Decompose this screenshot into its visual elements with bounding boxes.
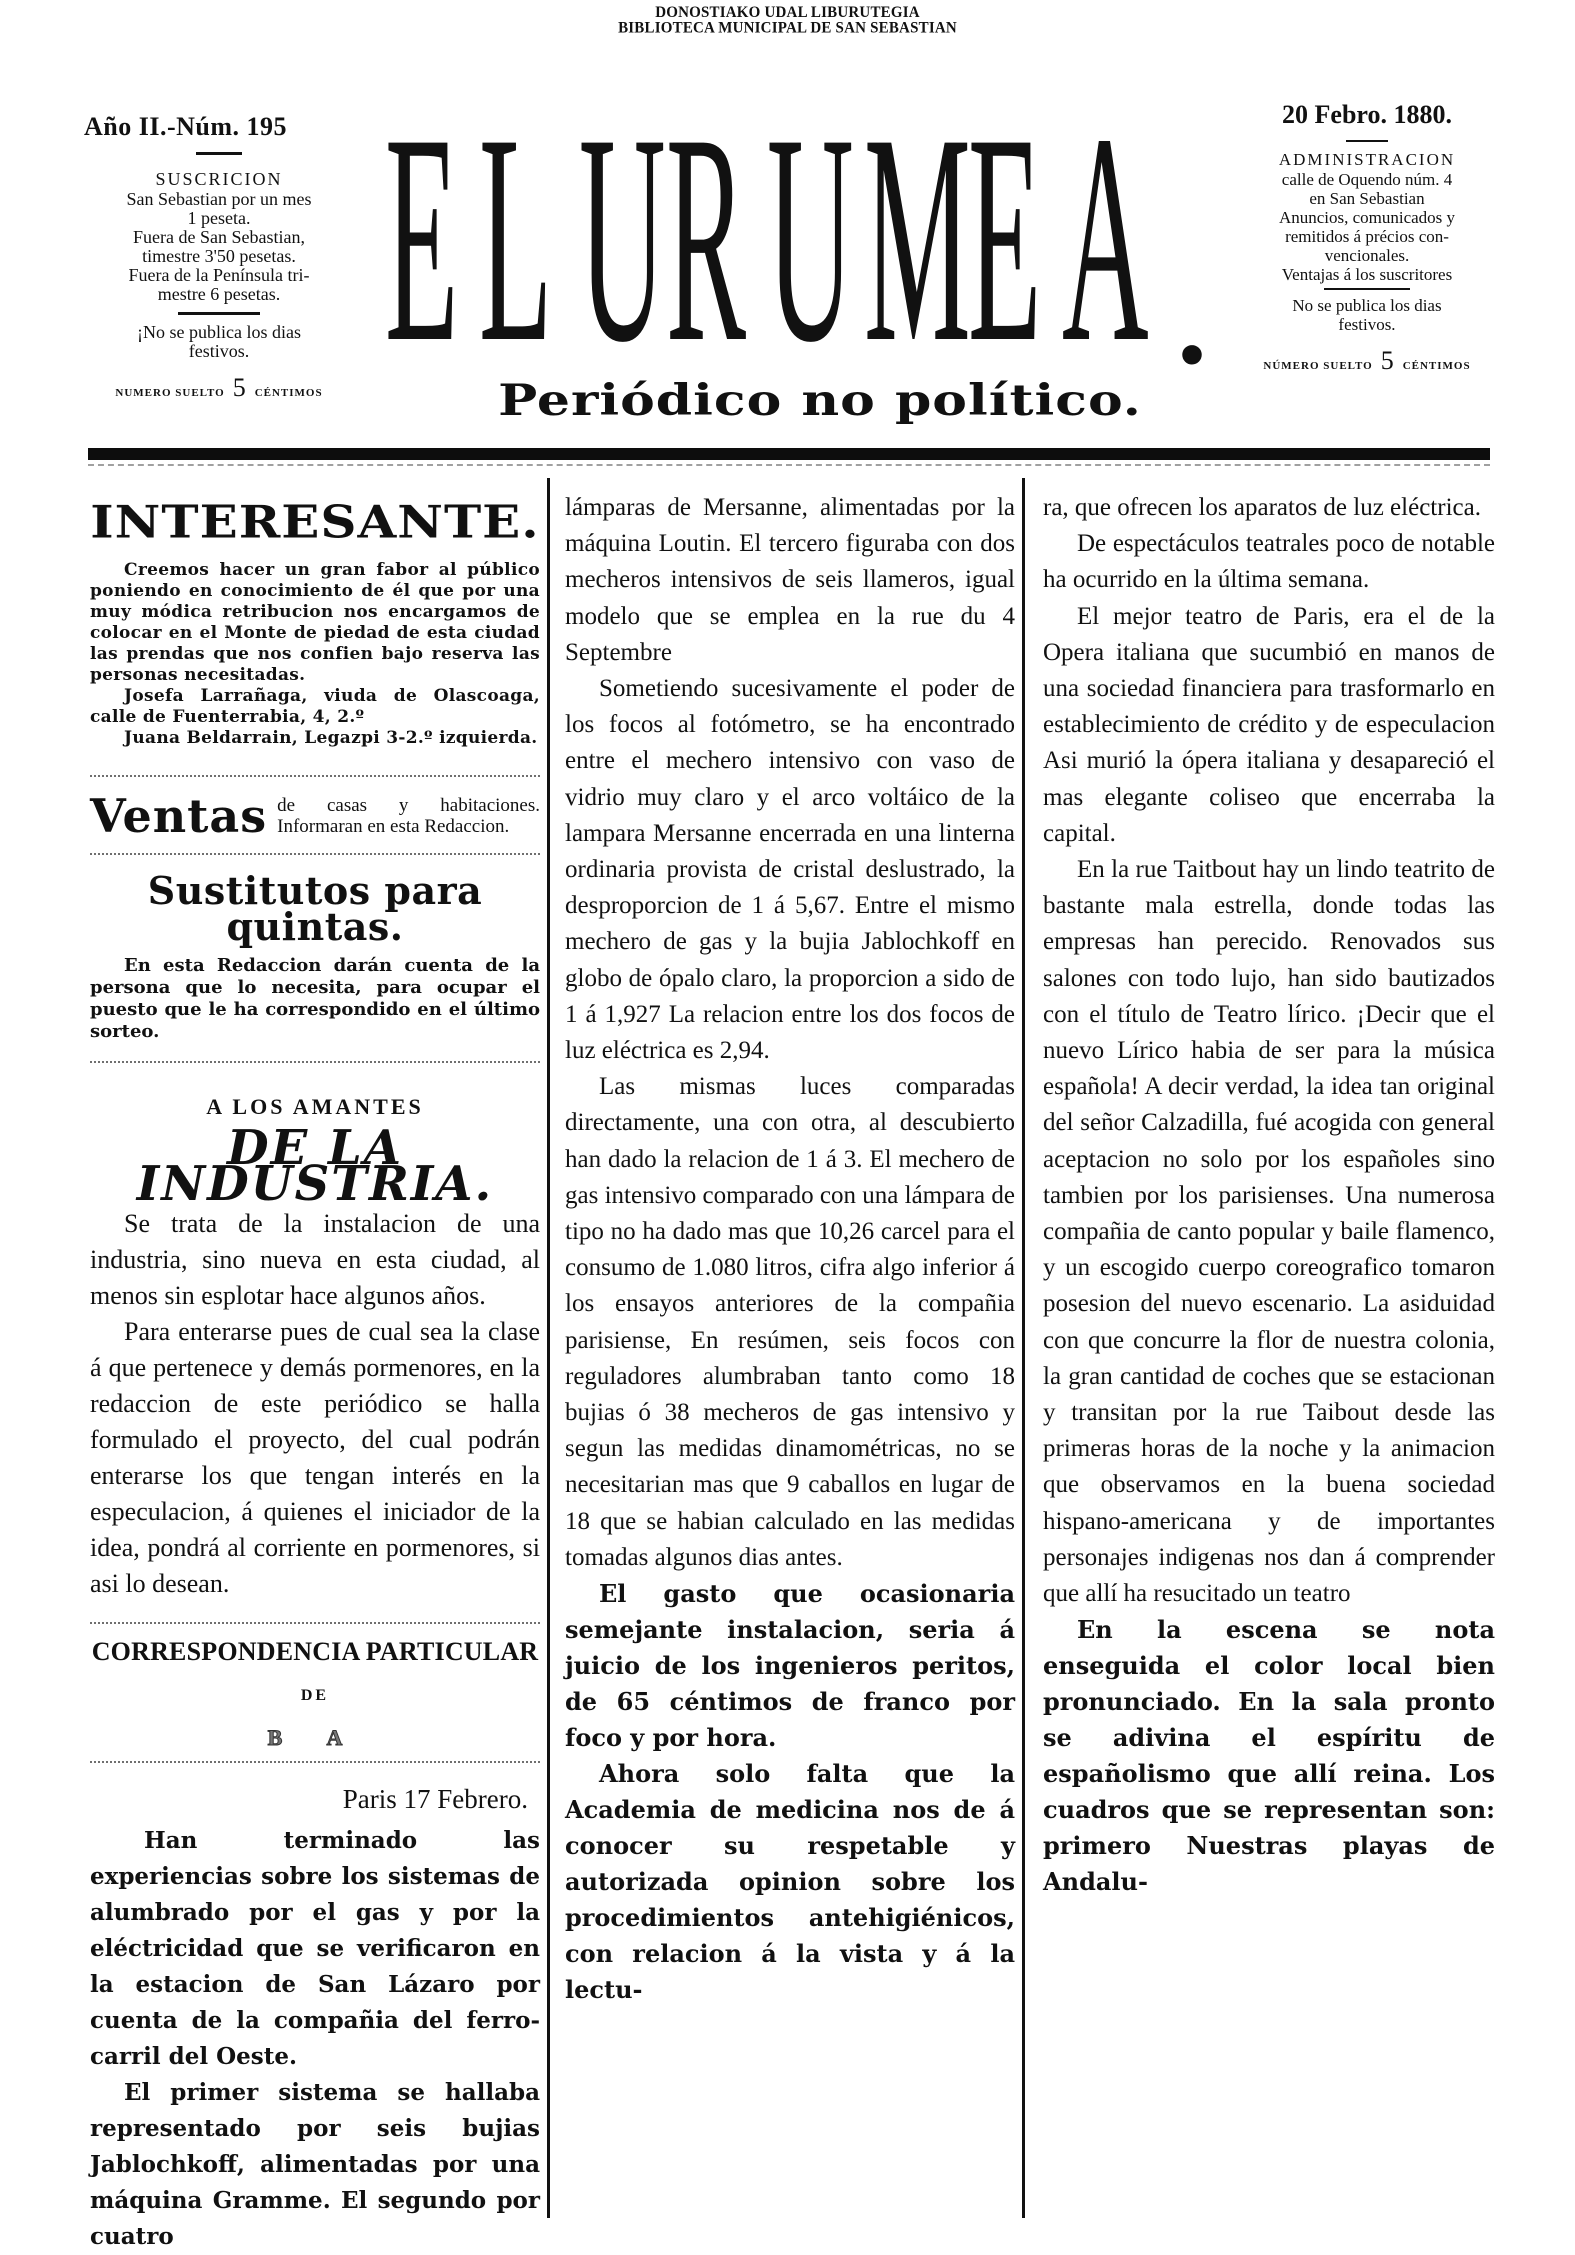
article-paragraph: ra, que ofrecen los aparatos de luz eléctrica. xyxy=(1043,494,1481,521)
ad-contact: Josefa Larrañaga, viuda de Olascoaga, calle de Fuenterrabia, 4, 2.º xyxy=(90,686,540,727)
issue-number: Año II.-Núm. 195 xyxy=(84,112,288,141)
admin-line: en San Sebastian xyxy=(1309,189,1425,208)
divider xyxy=(90,775,540,779)
column-divider xyxy=(1022,478,1025,2218)
article-section-title: CORRESPONDENCIA PARTICULAR xyxy=(91,1637,539,1667)
ad-paragraph: Se trata de la instalacion de una industria, sino nueva en esta ciudad, al menos sin esplotar hace algunos años. xyxy=(90,1209,540,1311)
article-paragraph: Ahora solo falta que la Academia de medicina nos de á conocer su respetable y autorizada opinion sobre los procedimientos antehigiénicos, con relacion á la vista y á la lectu- xyxy=(565,1759,1015,2005)
article-paragraph: En la escena se nota enseguida el color local bien pronunciado. En la sala pronto se adivina el espíritu de españolismo que allí reina. Los cuadros que se representan son: primero Nuestras playas de Andalu- xyxy=(1043,1615,1495,1897)
admin-line: vencionales. xyxy=(1324,246,1410,265)
subscription-line: Fuera de la Península tri- xyxy=(128,265,310,285)
admin-line: remitidos á précios con- xyxy=(1285,227,1449,246)
article-paragraph: En la rue Taitbout hay un lindo teatrito de bastante mala estrella, donde todas las empresas han perecido. Renovados sus salones con todo lujo, han sido bautizados con el título de Teatro lírico. ¡Decir que el nuevo Lírico habia de ser para la música española! A decir verdad, la idea tan original del señor Calzadilla, fué acogida con general aceptacion no solo por los españoles sino tambien por los parisienses. Una numerosa compañia de canto popular y baile flamenco, y un escogido cuerpo coreografico tomaron posesion del nuevo escenario. La asiduidad con que concurre la flor de nuestra colonia, la gran cantidad de coches que se estacionan y transitan por la rue Taibout desde las primeras horas de la noche y la animacion que observamos en la buena sociedad hispano-americana y de importantes personajes indigenas nos dan á comprender que allí ha resucitado un teatro xyxy=(1043,856,1495,1608)
article-paragraph: Sometiendo sucesivamente el poder de los focos al fotómetro, se ha encontrado entre el mechero intensivo con vaso de vidrio muy claro y el arco voltáico de la lampara Mersanne encerrada en una linterna ordinaria provista de cristal deslustrado, la desproporcion de 1 á 5,67. Entre el mismo mechero de gas y la bujia Jablochkoff en globo de ópalo claro, la proporcion a sido de 1 á 1,927 La relacion entre los dos focos de luz eléctrica es 2,94. xyxy=(565,675,1015,1065)
price-value: 5 xyxy=(232,373,247,402)
divider xyxy=(178,312,260,315)
masthead-rule xyxy=(88,448,1490,460)
masthead-letter: A xyxy=(1061,72,1149,404)
article-paragraph: Han terminado las experiencias sobre los sistemas de alumbrado por el gas y por la eléctricidad que se verificaron en la estacion de San Lázaro por cuenta de la compañia del ferro-carril del Oeste. xyxy=(90,1826,540,2070)
masthead-letter: E xyxy=(385,72,459,404)
masthead-letter: E xyxy=(968,72,1042,404)
holiday-notice: festivos. xyxy=(1338,315,1396,334)
divider xyxy=(196,152,242,155)
masthead-letter: U xyxy=(579,72,667,404)
article-paragraph: De espectáculos teatrales poco de notable ha ocurrido en la última semana. xyxy=(1043,530,1495,594)
admin-line: Ventajas á los suscritores xyxy=(1281,265,1453,284)
column-divider xyxy=(547,478,550,2218)
subscription-line: mestre 6 pesetas. xyxy=(157,284,281,304)
masthead-letter: U xyxy=(766,72,854,404)
article-dateline: Paris 17 Febrero. xyxy=(342,1783,528,1814)
masthead-letter: . xyxy=(1177,256,1207,389)
divider xyxy=(90,1761,540,1765)
masthead-rule-secondary xyxy=(88,464,1490,468)
ad-body: Creemos hacer un gran fabor al público poniendo en conocimiento de él que por una muy módica retribucion nos encargamos de colocar en el Monte de piedad de esta ciudad las prendas que nos confien bajo reserva las personas necesitadas. xyxy=(90,560,540,685)
library-stamp xyxy=(0,5,1575,37)
article-paragraph: lámparas de Mersanne, alimentadas por la máquina Loutin. El tercero figuraba con dos mecheros intensivos de seis llameros, igual modelo que se emplea en la rue du 4 Septembre xyxy=(565,494,1015,666)
ad-title: DE LA INDUSTRIA. xyxy=(136,1119,494,1212)
holiday-notice: festivos. xyxy=(188,341,250,361)
column-3 xyxy=(1043,490,1495,1900)
article-section-place: B A xyxy=(267,1725,363,1751)
admin-line: calle de Oquendo núm. 4 xyxy=(1281,170,1453,189)
header-right xyxy=(1232,100,1502,376)
ad-title: Ventas xyxy=(90,788,268,843)
article-paragraph: El mejor teatro de Paris, era el de la Opera italiana que sucumbió en manos de una sociedad financiera para trasformarlo en establecimiento de crédito y de especulacion Asi murió la ópera italiana y desapareció el mas elegante coliseo que encerraba la capital. xyxy=(1043,602,1495,847)
price-unit: CÉNTIMOS xyxy=(254,387,323,399)
masthead-subtitle: Periódico no político. xyxy=(498,375,1142,426)
divider xyxy=(90,1061,540,1065)
article-section-connector: DE xyxy=(300,1687,330,1705)
subscription-line: Fuera de San Sebastian, xyxy=(133,227,305,247)
ad-kicker: A LOS AMANTES xyxy=(206,1094,424,1120)
divider xyxy=(1346,140,1388,142)
ad-title: Sustitutos para quintas. xyxy=(147,868,483,950)
subscription-title: SUSCRICION xyxy=(155,169,283,189)
ad-body: de casas y habitaciones. Informaran en esta Redaccion. xyxy=(277,795,540,837)
ad-body: En esta Redaccion darán cuenta de la persona que lo necesita, para ocupar el puesto que le ha correspondido en el último sorteo. xyxy=(90,955,540,1043)
divider xyxy=(90,1622,540,1626)
ad-industria xyxy=(90,1089,540,1602)
price-unit: CÉNTIMOS xyxy=(1402,360,1471,372)
column-1 xyxy=(90,490,540,2255)
single-copy-price xyxy=(84,373,354,403)
ad-contact: Juana Beldarrain, Legazpi 3-2.º izquierda. xyxy=(124,728,538,748)
column-2 xyxy=(565,490,1015,2008)
divider xyxy=(90,853,540,857)
article-paragraph: El primer sistema se hallaba representado por seis bujias Jablochkoff, alimentadas por una máquina Gramme. El segundo por cuatro xyxy=(90,2078,540,2250)
holiday-notice: ¡No se publica los dias xyxy=(137,322,301,342)
article-paragraph: El gasto que ocasionaria semejante instalacion, seria á juicio de los ingenieros peritos, de 65 céntimos de franco por foco y por hora. xyxy=(565,1579,1015,1753)
single-copy-price xyxy=(1232,346,1502,376)
library-stamp-line2: BIBLIOTECA MUNICIPAL DE SAN SEBASTIAN xyxy=(618,19,957,37)
ad-ventas xyxy=(90,788,540,843)
price-value: 5 xyxy=(1380,346,1395,375)
ad-paragraph: Para enterarse pues de cual sea la clase á que pertenece y demás pormenores, en la redaccion de este periódico se halla formulado el proyecto, del cual podrán enterarse los que tengan interés en la especulacion, á quienes el iniciador de la idea, pondrá al corriente en pormenores, si asi lo desean. xyxy=(90,1317,540,1599)
holiday-notice: No se publica los dias xyxy=(1292,296,1442,315)
ad-sustitutos xyxy=(90,868,540,1043)
admin-line: Anuncios, comunicados y xyxy=(1278,208,1456,227)
masthead-letter: L xyxy=(478,72,552,404)
subscription-line: San Sebastian por un mes xyxy=(126,189,312,209)
subscription-line: timestre 3'50 pesetas. xyxy=(142,246,296,266)
price-label: NUMERO SUELTO xyxy=(115,387,225,399)
ad-interesante xyxy=(90,492,540,749)
divider xyxy=(1324,288,1410,290)
masthead-letter: R xyxy=(665,72,746,404)
header-left xyxy=(84,112,354,403)
administration-title: ADMINISTRACION xyxy=(1278,150,1456,169)
issue-date: 20 Febro. 1880. xyxy=(1282,100,1452,129)
masthead-letter: M xyxy=(863,72,971,404)
ad-title: INTERESANTE. xyxy=(90,495,540,549)
article-paragraph: Las mismas luces comparadas directamente, una con otra, al descubierto han dado la relacion de 1 á 3. El mechero de gas intensivo comparado con una lámpara de tipo no ha dado mas que 10,26 carcel para el consumo de 1.080 litros, cifra algo inferior á los ensayos anteriores de la compañia parisiense, En resúmen, seis focos con reguladores alumbraban tanto como 18 bujias ó 38 mecheros de gas intensivo y segun las medidas dinamométricas, no se necesitarian mas que 9 caballos en lugar de 18 que se habian calculado en las medidas tomadas algunos dias antes. xyxy=(565,1073,1015,1571)
subscription-line: 1 peseta. xyxy=(187,208,251,228)
article-correspondencia xyxy=(90,1634,540,2255)
price-label: NÚMERO SUELTO xyxy=(1263,360,1373,372)
library-stamp-line1: DONOSTIAKO UDAL LIBURUTEGIA xyxy=(655,4,920,21)
